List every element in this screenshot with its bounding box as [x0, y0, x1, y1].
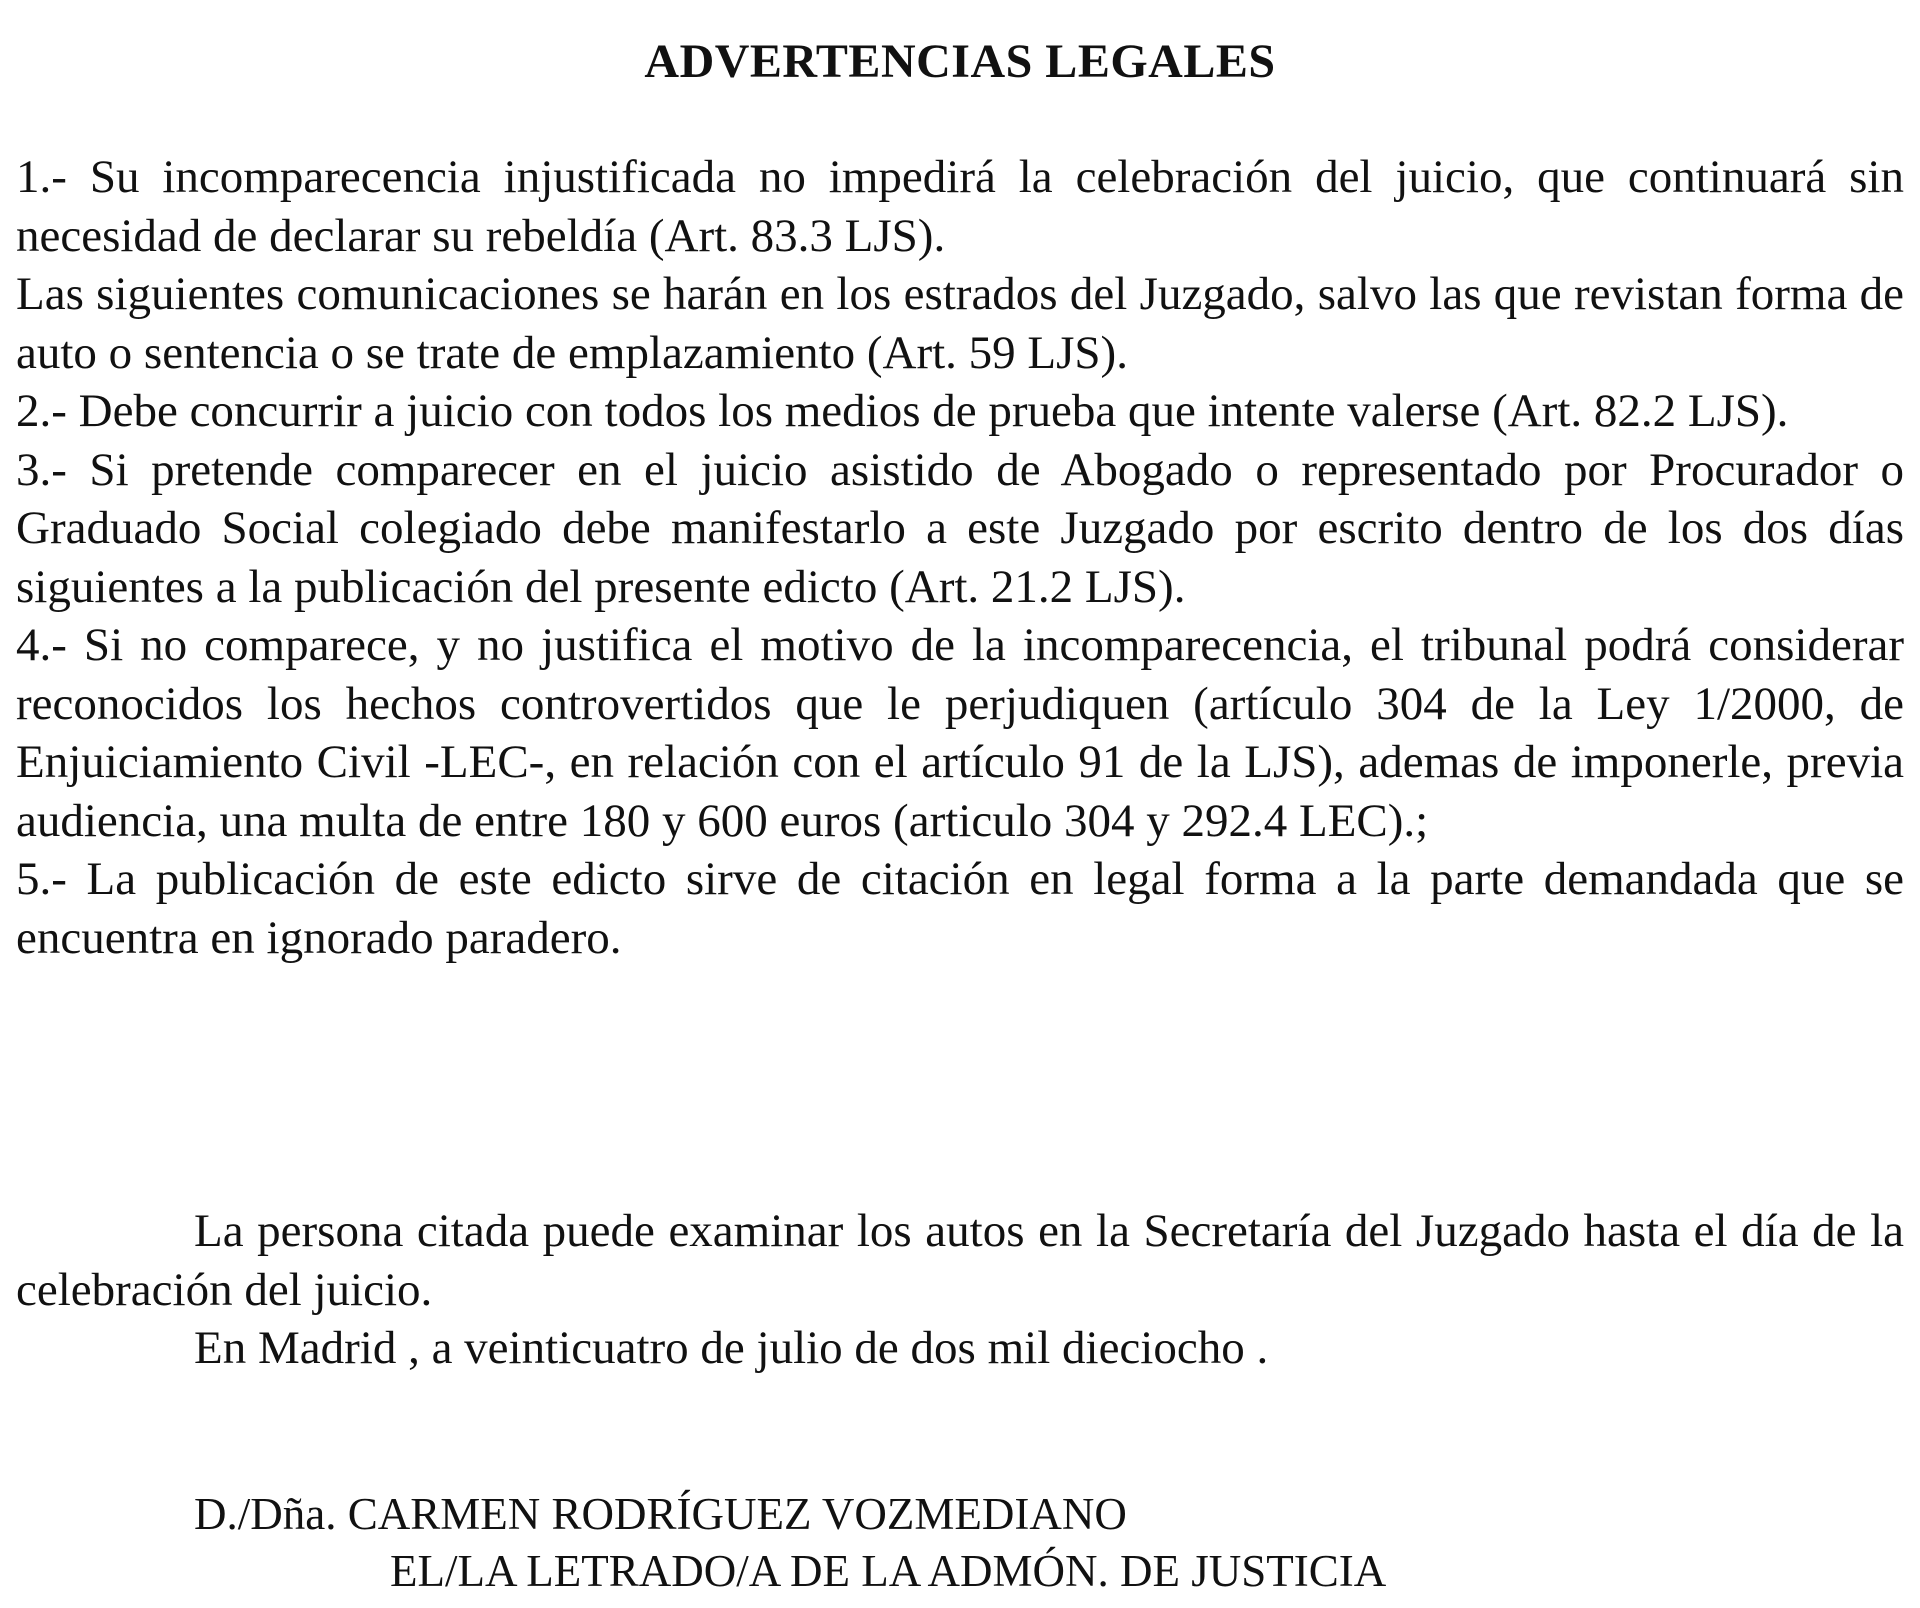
examination-notice: La persona citada puede examinar los autos en la Secretaría del Juzgado hasta el día de la celebración del juicio.: [16, 1205, 1904, 1316]
warning-paragraph-5: 5.- La publicación de este edicto sirve de citación en legal forma a la parte demandada que se encuentra en ignorado paradero.: [16, 853, 1904, 964]
closing-section: [16, 1202, 1904, 1378]
communications-paragraph: Las siguientes comunicaciones se harán en los estrados del Juzgado, salvo las que revistan forma de auto o sentencia o se trate de emplazamiento (Art. 59 LJS).: [16, 268, 1904, 379]
warning-paragraph-1: 1.- Su incomparecencia injustificada no impedirá la celebración del juicio, que continuará sin necesidad de declarar su rebeldía (Art. 83.3 LJS).: [16, 151, 1904, 262]
warning-paragraph-2: 2.- Debe concurrir a juicio con todos los medios de prueba que intente valerse (Art. 82.2 LJS).: [16, 385, 1789, 437]
warning-paragraph-3: 3.- Si pretende comparecer en el juicio asistido de Abogado o representado por Procurador o Graduado Social colegiado debe manifestarlo a este Juzgado por escrito dentro de los dos días siguientes a la publicación del presente edicto (Art. 21.2 LJS).: [16, 443, 1904, 613]
page-title: ADVERTENCIAS LEGALES: [644, 35, 1276, 88]
signer-role: EL/LA LETRADO/A DE LA ADMÓN. DE JUSTICIA: [390, 1546, 1387, 1596]
place-date-line: En Madrid , a veinticuatro de julio de dos mil dieciocho .: [194, 1322, 1269, 1374]
legal-warnings-body: [16, 148, 1904, 967]
warning-paragraph-4: 4.- Si no comparece, y no justifica el motivo de la incomparecencia, el tribunal podrá considerar reconocidos los hechos controvertidos que le perjudiquen (artículo 304 de la Ley 1/2000, de Enjuiciamiento Civil -LEC-, en relación con el artículo 91 de la LJS), ademas de imponerle, previa audiencia, una multa de entre 180 y 600 euros (articulo 304 y 292.4 LEC).;: [16, 619, 1904, 847]
signer-name: D./Dña. CARMEN RODRÍGUEZ VOZMEDIANO: [194, 1489, 1127, 1539]
